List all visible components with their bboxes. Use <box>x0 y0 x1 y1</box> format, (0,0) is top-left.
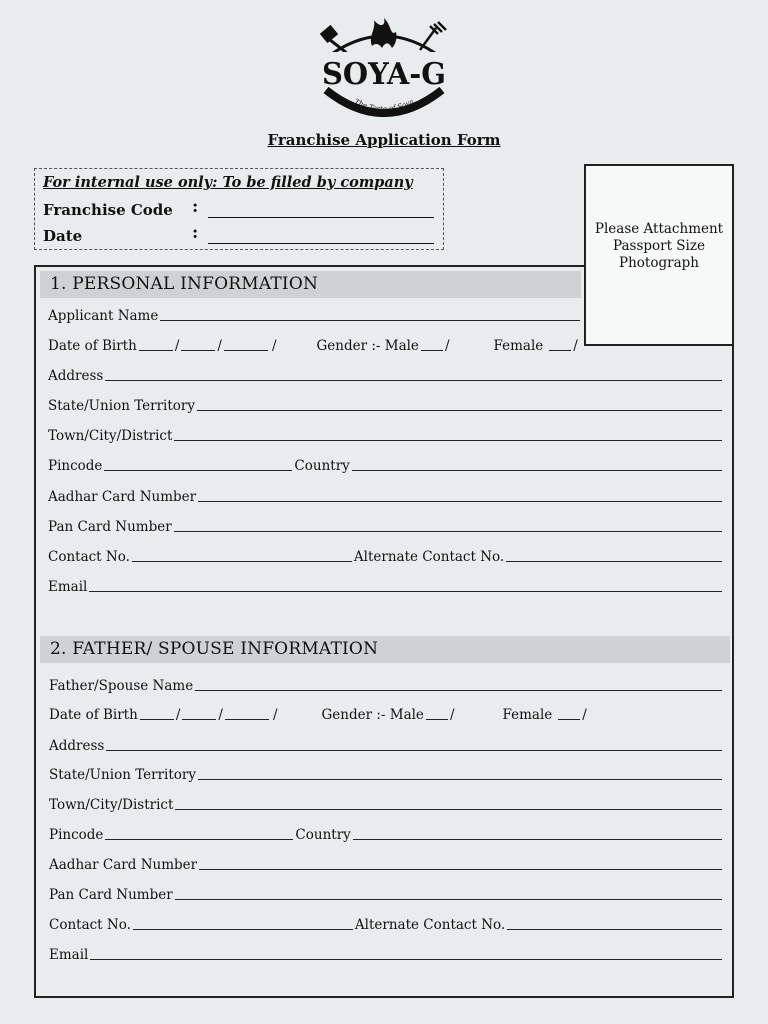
country-field[interactable] <box>352 470 722 471</box>
internal-use-heading: For internal use only: To be filled by company <box>43 174 413 191</box>
logo-tagline: The Taste of Soya <box>353 97 415 114</box>
email-label: Email <box>48 579 88 595</box>
father-town-field[interactable] <box>175 809 722 810</box>
section-personal-information-header: 1. PERSONAL INFORMATION <box>40 271 581 298</box>
date-label: Date <box>43 227 83 245</box>
logo-brand-text: SOYA-G <box>322 57 446 92</box>
gender-slash: / <box>444 338 450 354</box>
father-address-row <box>49 736 724 754</box>
father-email-label: Email <box>49 947 89 963</box>
father-pincode-label: Pincode <box>49 827 104 843</box>
address-label: Address <box>48 368 104 384</box>
father-dob-gender-row <box>49 705 724 723</box>
father-gender-slash: / <box>449 707 455 723</box>
gender-slash: / <box>573 338 578 354</box>
father-contact-field[interactable] <box>133 929 353 930</box>
date-colon: : <box>192 223 199 243</box>
father-state-field[interactable] <box>198 779 722 780</box>
state-row <box>48 396 724 414</box>
address-row <box>48 366 724 384</box>
father-dob-slash: / <box>272 707 278 723</box>
father-aadhar-field[interactable] <box>199 869 722 870</box>
state-field[interactable] <box>197 410 722 411</box>
address-field[interactable] <box>105 380 722 381</box>
section-father-spouse-information-header: 2. FATHER/ SPOUSE INFORMATION <box>40 636 730 663</box>
dob-slash: / <box>271 338 277 354</box>
dob-slash: / <box>174 338 180 354</box>
applicant-name-label: Applicant Name <box>48 308 159 324</box>
alt-contact-label: Alternate Contact No. <box>353 549 505 565</box>
soya-g-logo <box>316 16 452 124</box>
father-dob-year-field[interactable] <box>225 719 269 720</box>
father-name-row <box>49 676 724 694</box>
father-pan-field[interactable] <box>175 899 722 900</box>
father-address-field[interactable] <box>106 750 722 751</box>
applicant-name-field[interactable] <box>160 320 580 321</box>
father-town-label: Town/City/District <box>49 797 174 813</box>
town-row <box>48 426 724 444</box>
contact-label: Contact No. <box>48 549 130 565</box>
father-country-label: Country <box>295 827 351 843</box>
father-dob-label: Date of Birth <box>49 707 138 723</box>
pan-row <box>48 517 724 535</box>
father-gender-female-label: Female <box>502 707 553 723</box>
father-pan-row <box>49 885 724 903</box>
father-name-field[interactable] <box>195 690 722 691</box>
pincode-label: Pincode <box>48 458 103 474</box>
father-contact-row <box>49 915 724 933</box>
internal-use-box <box>34 168 444 250</box>
aadhar-row <box>48 487 724 505</box>
aadhar-field[interactable] <box>198 501 722 502</box>
father-alt-contact-field[interactable] <box>507 929 722 930</box>
pan-label: Pan Card Number <box>48 519 172 535</box>
father-gender-female-field[interactable] <box>558 719 580 720</box>
email-row <box>48 577 724 595</box>
father-dob-month-field[interactable] <box>182 719 216 720</box>
father-dob-slash: / <box>175 707 181 723</box>
father-dob-day-field[interactable] <box>140 719 174 720</box>
franchise-code-field[interactable] <box>208 217 434 218</box>
father-pan-label: Pan Card Number <box>49 887 173 903</box>
dob-day-field[interactable] <box>139 350 173 351</box>
father-email-row <box>49 945 724 963</box>
father-town-row <box>49 795 724 813</box>
town-label: Town/City/District <box>48 428 173 444</box>
dob-label: Date of Birth <box>48 338 137 354</box>
father-dob-slash: / <box>218 707 223 723</box>
gender-female-field[interactable] <box>549 350 571 351</box>
gender-male-label: Gender :- Male <box>316 338 419 354</box>
flame-icon <box>371 18 397 48</box>
country-label: Country <box>294 458 350 474</box>
pincode-country-row <box>48 456 724 474</box>
passport-photo-box[interactable] <box>584 164 734 346</box>
aadhar-label: Aadhar Card Number <box>48 489 197 505</box>
father-state-row <box>49 765 724 783</box>
email-field[interactable] <box>89 591 722 592</box>
dob-slash: / <box>217 338 222 354</box>
alt-contact-field[interactable] <box>506 561 722 562</box>
dob-year-field[interactable] <box>224 350 268 351</box>
father-email-field[interactable] <box>90 959 722 960</box>
franchise-code-colon: : <box>192 197 199 217</box>
father-contact-label: Contact No. <box>49 917 131 933</box>
father-gender-slash: / <box>582 707 587 723</box>
father-pincode-country-row <box>49 825 724 843</box>
father-aadhar-row <box>49 855 724 873</box>
contact-field[interactable] <box>132 561 352 562</box>
father-address-label: Address <box>49 738 105 754</box>
state-label: State/Union Territory <box>48 398 195 414</box>
franchise-code-label: Franchise Code <box>43 201 173 219</box>
form-title: Franchise Application Form <box>267 131 501 149</box>
applicant-name-row <box>48 306 582 324</box>
spatula-icon <box>320 25 348 54</box>
gender-female-label: Female <box>493 338 544 354</box>
father-name-label: Father/Spouse Name <box>49 678 194 694</box>
father-state-label: State/Union Territory <box>49 767 196 783</box>
father-alt-contact-label: Alternate Contact No. <box>354 917 506 933</box>
father-country-field[interactable] <box>353 839 722 840</box>
town-field[interactable] <box>174 440 722 441</box>
main-form-box <box>34 265 734 998</box>
contact-row <box>48 547 724 565</box>
father-pincode-field[interactable] <box>105 839 293 840</box>
dob-month-field[interactable] <box>181 350 215 351</box>
photo-instruction: Please Attachment Passport Size Photograph <box>594 220 724 271</box>
gender-male-field[interactable] <box>421 350 443 351</box>
father-gender-male-label: Gender :- Male <box>321 707 424 723</box>
pan-field[interactable] <box>174 531 722 532</box>
pincode-field[interactable] <box>104 470 292 471</box>
father-aadhar-label: Aadhar Card Number <box>49 857 198 873</box>
father-gender-male-field[interactable] <box>426 719 448 720</box>
date-field[interactable] <box>208 243 434 244</box>
